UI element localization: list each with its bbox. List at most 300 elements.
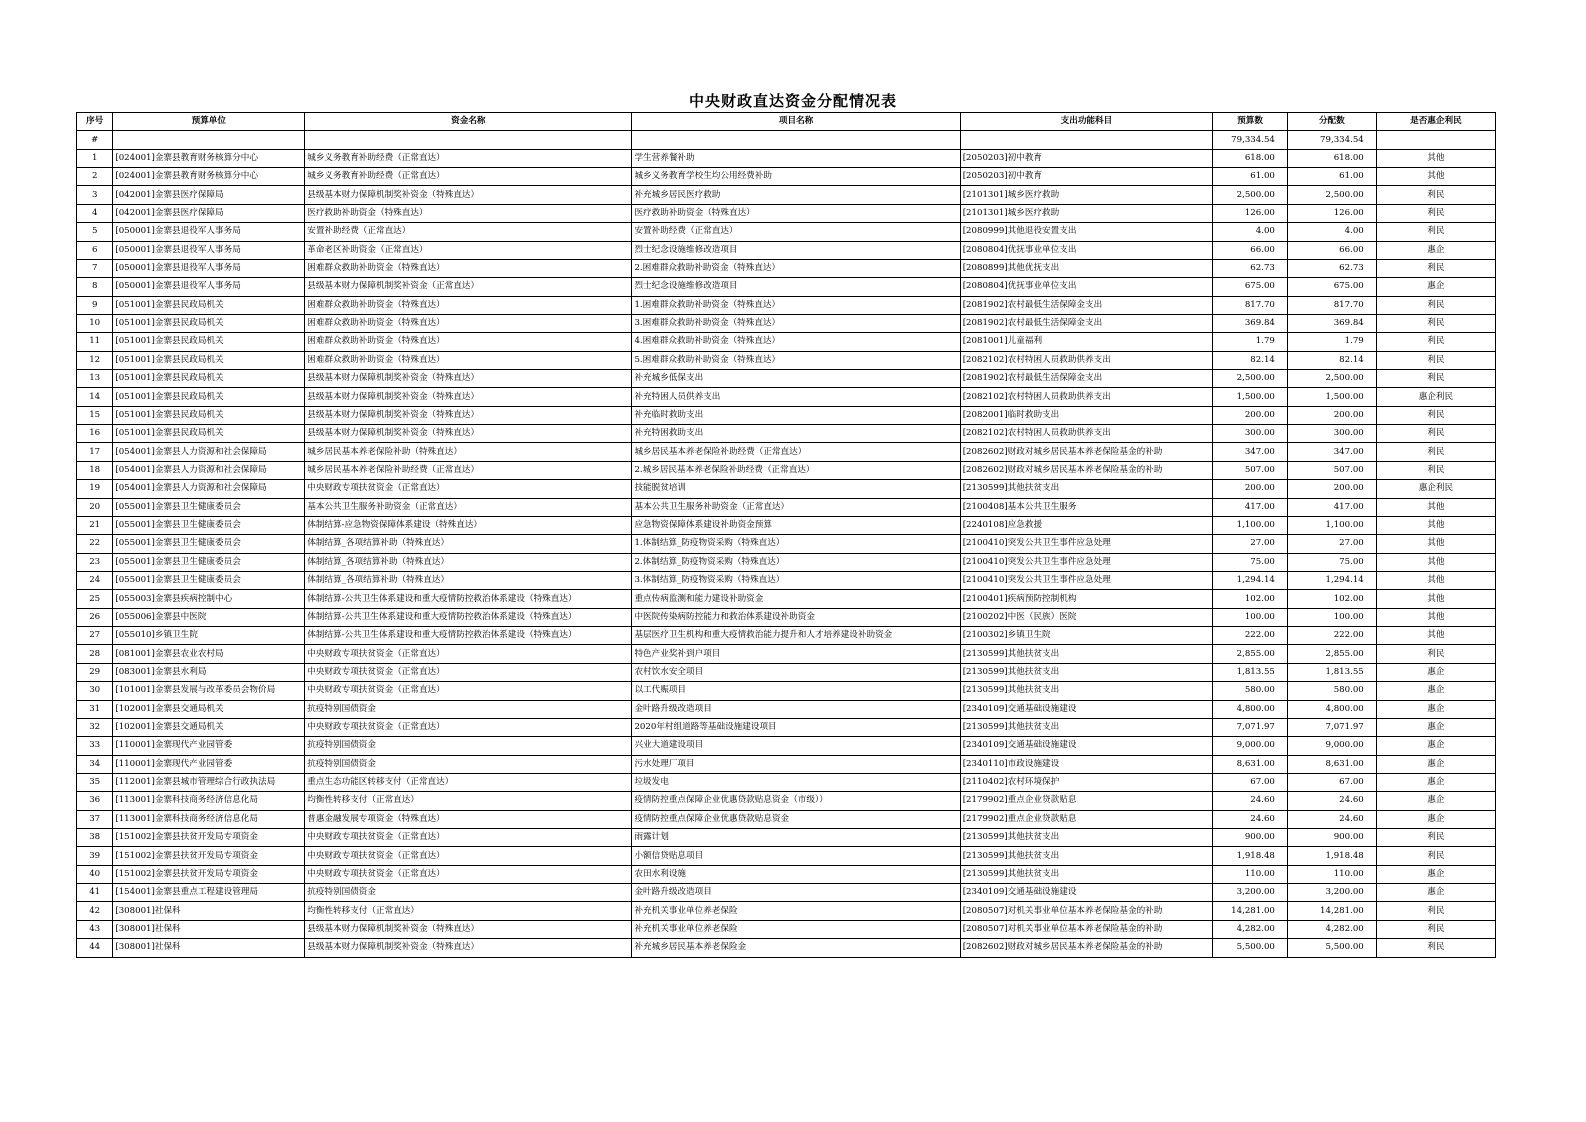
total-row [77, 131, 1496, 149]
cell-alloc: 1,294.14 [1287, 571, 1376, 589]
cell-budget: 1,500.00 [1213, 388, 1288, 406]
cell-project: 补充城乡居民基本养老保险金 [632, 939, 960, 957]
table-row [77, 259, 1496, 277]
cell-flag: 惠企 [1376, 700, 1495, 718]
cell-project: 2020年村组道路等基础设施建设项目 [632, 718, 960, 736]
cell-seq: 22 [77, 535, 113, 553]
table-row [77, 553, 1496, 571]
cell-project: 小额信贷贴息项目 [632, 847, 960, 865]
cell-budget: 8,631.00 [1213, 755, 1288, 773]
cell-seq: 1 [77, 149, 113, 167]
cell-project: 金叶路升级改造项目 [632, 700, 960, 718]
cell-subject: [2080804]优抚事业单位支出 [960, 278, 1212, 296]
cell-alloc: 1,500.00 [1287, 388, 1376, 406]
cell-flag: 其他 [1376, 608, 1495, 626]
cell-seq: 27 [77, 627, 113, 645]
cell-project: 特色产业奖补到户项目 [632, 645, 960, 663]
cell-alloc: 507.00 [1287, 461, 1376, 479]
cell-fund: 县级基本财力保障机制奖补资金（特殊直达） [305, 186, 632, 204]
cell-seq: 18 [77, 461, 113, 479]
table-row [77, 204, 1496, 222]
cell-alloc: 1,813.55 [1287, 663, 1376, 681]
cell-seq: 15 [77, 406, 113, 424]
cell-budget: 817.70 [1213, 296, 1288, 314]
cell-project: 农田水利设施 [632, 865, 960, 883]
cell-flag: 利民 [1376, 186, 1495, 204]
cell-subject: [2080507]对机关事业单位基本养老保险基金的补助 [960, 902, 1212, 920]
cell-subject: [2101301]城乡医疗救助 [960, 186, 1212, 204]
cell-subject: [2130599]其他扶贫支出 [960, 480, 1212, 498]
cell-flag: 惠企 [1376, 865, 1495, 883]
cell-alloc: 817.70 [1287, 296, 1376, 314]
cell-seq: 39 [77, 847, 113, 865]
total-alloc: 79,334.54 [1287, 131, 1376, 149]
cell-unit: [050001]金寨县退役军人事务局 [113, 259, 305, 277]
cell-subject: [2082602]财政对城乡居民基本养老保险基金的补助 [960, 461, 1212, 479]
cell-budget: 222.00 [1213, 627, 1288, 645]
cell-seq: 23 [77, 553, 113, 571]
table-row [77, 737, 1496, 755]
cell-fund: 体制结算-公共卫生体系建设和重大疫情防控救治体系建设（特殊直达） [305, 590, 632, 608]
col-header-alloc: 分配数 [1287, 113, 1376, 131]
cell-flag: 其他 [1376, 571, 1495, 589]
cell-project: 2.困难群众救助补助资金（特殊直达） [632, 259, 960, 277]
cell-unit: [051001]金寨县民政局机关 [113, 425, 305, 443]
cell-unit: [051001]金寨县民政局机关 [113, 314, 305, 332]
cell-alloc: 82.14 [1287, 351, 1376, 369]
cell-fund: 县级基本财力保障机制奖补资金（特殊直达） [305, 370, 632, 388]
cell-fund: 困难群众救助补助资金（特殊直达） [305, 333, 632, 351]
cell-unit: [083001]金寨县水利局 [113, 663, 305, 681]
cell-subject: [2240108]应急救援 [960, 516, 1212, 534]
cell-seq: 25 [77, 590, 113, 608]
cell-subject: [2340110]市政设施建设 [960, 755, 1212, 773]
cell-project: 兴业大道建设项目 [632, 737, 960, 755]
cell-flag: 利民 [1376, 829, 1495, 847]
cell-project: 补充机关事业单位养老保险 [632, 902, 960, 920]
cell-subject: [2082602]财政对城乡居民基本养老保险基金的补助 [960, 939, 1212, 957]
cell-subject: [2100410]突发公共卫生事件应急处理 [960, 553, 1212, 571]
cell-subject: [2100401]疾病预防控制机构 [960, 590, 1212, 608]
cell-budget: 27.00 [1213, 535, 1288, 553]
cell-budget: 417.00 [1213, 498, 1288, 516]
cell-flag: 其他 [1376, 149, 1495, 167]
cell-unit: [050001]金寨县退役军人事务局 [113, 223, 305, 241]
cell-subject: [2100410]突发公共卫生事件应急处理 [960, 535, 1212, 553]
cell-fund: 抗疫特别国债资金 [305, 737, 632, 755]
cell-unit: [054001]金寨县人力资源和社会保障局 [113, 480, 305, 498]
cell-seq: 38 [77, 829, 113, 847]
table-row [77, 571, 1496, 589]
cell-fund: 县级基本财力保障机制奖补资金（特殊直达） [305, 939, 632, 957]
cell-project: 补充特困人员供养支出 [632, 388, 960, 406]
cell-flag: 利民 [1376, 461, 1495, 479]
cell-seq: 17 [77, 443, 113, 461]
cell-project: 5.困难群众救助补助资金（特殊直达） [632, 351, 960, 369]
cell-flag: 利民 [1376, 223, 1495, 241]
cell-subject: [2130599]其他扶贫支出 [960, 718, 1212, 736]
cell-flag: 惠企利民 [1376, 388, 1495, 406]
cell-budget: 507.00 [1213, 461, 1288, 479]
cell-budget: 4.00 [1213, 223, 1288, 241]
table-row [77, 755, 1496, 773]
cell-alloc: 126.00 [1287, 204, 1376, 222]
cell-flag: 惠企 [1376, 663, 1495, 681]
table-row [77, 663, 1496, 681]
cell-flag: 惠企 [1376, 755, 1495, 773]
table-row [77, 149, 1496, 167]
cell-seq: 10 [77, 314, 113, 332]
cell-flag: 利民 [1376, 351, 1495, 369]
cell-flag: 利民 [1376, 204, 1495, 222]
cell-fund: 县级基本财力保障机制奖补资金（特殊直达） [305, 920, 632, 938]
cell-subject: [2081902]农村最低生活保障金支出 [960, 314, 1212, 332]
table-row [77, 884, 1496, 902]
table-row [77, 590, 1496, 608]
cell-unit: [051001]金寨县民政局机关 [113, 351, 305, 369]
table-row [77, 792, 1496, 810]
cell-seq: 9 [77, 296, 113, 314]
cell-fund: 困难群众救助补助资金（特殊直达） [305, 259, 632, 277]
cell-project: 烈士纪念设施维修改造项目 [632, 241, 960, 259]
cell-subject: [2130599]其他扶贫支出 [960, 682, 1212, 700]
cell-unit: [051001]金寨县民政局机关 [113, 296, 305, 314]
cell-fund: 中央财政专项扶贫资金（正常直达） [305, 829, 632, 847]
cell-fund: 革命老区补助资金（正常直达） [305, 241, 632, 259]
cell-seq: 33 [77, 737, 113, 755]
cell-unit: [024001]金寨县教育财务核算分中心 [113, 168, 305, 186]
table-row [77, 296, 1496, 314]
table-row [77, 443, 1496, 461]
cell-seq: 31 [77, 700, 113, 718]
table-row [77, 333, 1496, 351]
cell-fund: 县级基本财力保障机制奖补资金（特殊直达） [305, 388, 632, 406]
cell-project: 补充临时救助支出 [632, 406, 960, 424]
cell-flag: 利民 [1376, 259, 1495, 277]
cell-fund: 县级基本财力保障机制奖补资金（特殊直达） [305, 425, 632, 443]
cell-fund: 均衡性转移支付（正常直达） [305, 792, 632, 810]
table-row [77, 847, 1496, 865]
cell-unit: [151002]金寨县扶贫开发局专项资金 [113, 865, 305, 883]
cell-subject: [2179902]重点企业贷款贴息 [960, 810, 1212, 828]
cell-seq: 6 [77, 241, 113, 259]
cell-project: 3.困难群众救助补助资金（特殊直达） [632, 314, 960, 332]
cell-flag: 利民 [1376, 314, 1495, 332]
cell-fund: 均衡性转移支付（正常直达） [305, 902, 632, 920]
table-row [77, 516, 1496, 534]
col-header-seq: 序号 [77, 113, 113, 131]
cell-unit: [055010]乡镇卫生院 [113, 627, 305, 645]
cell-seq: 43 [77, 920, 113, 938]
cell-seq: 2 [77, 168, 113, 186]
cell-flag: 其他 [1376, 627, 1495, 645]
cell-project: 城乡居民基本养老保险补助经费（正常直达） [632, 443, 960, 461]
col-header-subject: 支出功能科目 [960, 113, 1212, 131]
cell-unit: [154001]金寨县重点工程建设管理局 [113, 884, 305, 902]
cell-budget: 900.00 [1213, 829, 1288, 847]
cell-budget: 1,813.55 [1213, 663, 1288, 681]
cell-fund: 县级基本财力保障机制奖补资金（特殊直达） [305, 406, 632, 424]
col-header-project: 项目名称 [632, 113, 960, 131]
cell-unit: [050001]金寨县退役军人事务局 [113, 241, 305, 259]
cell-unit: [151002]金寨县扶贫开发局专项资金 [113, 847, 305, 865]
table-row [77, 700, 1496, 718]
cell-flag: 其他 [1376, 535, 1495, 553]
cell-alloc: 9,000.00 [1287, 737, 1376, 755]
cell-flag: 惠企 [1376, 810, 1495, 828]
cell-unit: [051001]金寨县民政局机关 [113, 333, 305, 351]
cell-project: 烈士纪念设施维修改造项目 [632, 278, 960, 296]
table-row [77, 920, 1496, 938]
cell-alloc: 27.00 [1287, 535, 1376, 553]
cell-seq: 3 [77, 186, 113, 204]
cell-fund: 中央财政专项扶贫资金（正常直达） [305, 663, 632, 681]
cell-budget: 102.00 [1213, 590, 1288, 608]
cell-seq: 37 [77, 810, 113, 828]
total-project [632, 131, 960, 149]
cell-flag: 利民 [1376, 443, 1495, 461]
cell-flag: 其他 [1376, 516, 1495, 534]
cell-project: 技能脱贫培训 [632, 480, 960, 498]
cell-flag: 其他 [1376, 590, 1495, 608]
cell-seq: 34 [77, 755, 113, 773]
cell-fund: 中央财政专项扶贫资金（正常直达） [305, 865, 632, 883]
cell-alloc: 2,500.00 [1287, 186, 1376, 204]
cell-alloc: 347.00 [1287, 443, 1376, 461]
cell-alloc: 2,500.00 [1287, 370, 1376, 388]
cell-budget: 200.00 [1213, 406, 1288, 424]
cell-unit: [054001]金寨县人力资源和社会保障局 [113, 461, 305, 479]
cell-project: 基本公共卫生服务补助资金（正常直达） [632, 498, 960, 516]
cell-fund: 体制结算-公共卫生体系建设和重大疫情防控救治体系建设（特殊直达） [305, 608, 632, 626]
cell-unit: [110001]金寨现代产业园管委 [113, 755, 305, 773]
cell-budget: 100.00 [1213, 608, 1288, 626]
cell-budget: 7,071.97 [1213, 718, 1288, 736]
table-row [77, 388, 1496, 406]
cell-unit: [113001]金寨科技商务经济信息化局 [113, 810, 305, 828]
cell-alloc: 222.00 [1287, 627, 1376, 645]
cell-unit: [308001]社保科 [113, 939, 305, 957]
cell-project: 疫情防控重点保障企业优惠贷款贴息资金（市级）） [632, 792, 960, 810]
cell-seq: 14 [77, 388, 113, 406]
cell-project: 疫情防控重点保障企业优惠贷款贴息资金 [632, 810, 960, 828]
cell-budget: 200.00 [1213, 480, 1288, 498]
cell-alloc: 580.00 [1287, 682, 1376, 700]
cell-budget: 2,500.00 [1213, 370, 1288, 388]
cell-alloc: 4,800.00 [1287, 700, 1376, 718]
cell-seq: 42 [77, 902, 113, 920]
cell-subject: [2340109]交通基础设施建设 [960, 737, 1212, 755]
cell-alloc: 1,100.00 [1287, 516, 1376, 534]
cell-subject: [2082102]农村特困人员救助供养支出 [960, 425, 1212, 443]
cell-unit: [050001]金寨县退役军人事务局 [113, 278, 305, 296]
cell-project: 城乡义务教育学校生均公用经费补助 [632, 168, 960, 186]
cell-seq: 4 [77, 204, 113, 222]
cell-budget: 61.00 [1213, 168, 1288, 186]
page-title: 中央财政直达资金分配情况表 [688, 92, 897, 110]
cell-budget: 4,282.00 [1213, 920, 1288, 938]
cell-budget: 347.00 [1213, 443, 1288, 461]
cell-budget: 2,855.00 [1213, 645, 1288, 663]
cell-subject: [2082602]财政对城乡居民基本养老保险基金的补助 [960, 443, 1212, 461]
cell-unit: [042001]金寨县医疗保障局 [113, 186, 305, 204]
table-row [77, 645, 1496, 663]
cell-project: 以工代赈项目 [632, 682, 960, 700]
cell-unit: [113001]金寨科技商务经济信息化局 [113, 792, 305, 810]
cell-project: 3.体制结算_防疫物资采购（特殊直达） [632, 571, 960, 589]
cell-alloc: 66.00 [1287, 241, 1376, 259]
cell-flag: 其他 [1376, 553, 1495, 571]
col-header-budget: 预算数 [1213, 113, 1288, 131]
cell-unit: [308001]社保科 [113, 902, 305, 920]
cell-fund: 中央财政专项扶贫资金（正常直达） [305, 718, 632, 736]
cell-unit: [112001]金寨县城市管理综合行政执法局 [113, 773, 305, 791]
cell-alloc: 300.00 [1287, 425, 1376, 443]
cell-unit: [110001]金寨现代产业园管委 [113, 737, 305, 755]
cell-alloc: 1.79 [1287, 333, 1376, 351]
cell-alloc: 2,855.00 [1287, 645, 1376, 663]
cell-subject: [2050203]初中教育 [960, 149, 1212, 167]
cell-project: 雨露计划 [632, 829, 960, 847]
cell-unit: [051001]金寨县民政局机关 [113, 388, 305, 406]
cell-fund: 抗疫特别国债资金 [305, 700, 632, 718]
table-row [77, 902, 1496, 920]
cell-flag: 利民 [1376, 370, 1495, 388]
cell-unit: [101001]金寨县发展与改革委员会物价局 [113, 682, 305, 700]
cell-alloc: 5,500.00 [1287, 939, 1376, 957]
cell-unit: [308001]社保科 [113, 920, 305, 938]
cell-alloc: 1,918.48 [1287, 847, 1376, 865]
cell-seq: 35 [77, 773, 113, 791]
cell-seq: 24 [77, 571, 113, 589]
cell-project: 污水处理厂项目 [632, 755, 960, 773]
cell-seq: 5 [77, 223, 113, 241]
cell-alloc: 200.00 [1287, 406, 1376, 424]
cell-flag: 利民 [1376, 333, 1495, 351]
cell-subject: [2130599]其他扶贫支出 [960, 865, 1212, 883]
cell-project: 安置补助经费（正常直达） [632, 223, 960, 241]
table-row [77, 241, 1496, 259]
table-row [77, 773, 1496, 791]
cell-alloc: 200.00 [1287, 480, 1376, 498]
cell-flag: 惠企 [1376, 278, 1495, 296]
cell-subject: [2080999]其他退役安置支出 [960, 223, 1212, 241]
cell-budget: 24.60 [1213, 792, 1288, 810]
cell-alloc: 102.00 [1287, 590, 1376, 608]
cell-project: 补充机关事业单位养老保险 [632, 920, 960, 938]
cell-fund: 中央财政专项扶贫资金（正常直达） [305, 645, 632, 663]
cell-alloc: 24.60 [1287, 792, 1376, 810]
cell-alloc: 14,281.00 [1287, 902, 1376, 920]
cell-budget: 2,500.00 [1213, 186, 1288, 204]
cell-flag: 利民 [1376, 902, 1495, 920]
cell-budget: 126.00 [1213, 204, 1288, 222]
table-row [77, 865, 1496, 883]
table-row [77, 314, 1496, 332]
cell-fund: 城乡居民基本养老保险补助经费（正常直达） [305, 461, 632, 479]
table-row [77, 278, 1496, 296]
cell-flag: 利民 [1376, 406, 1495, 424]
cell-unit: [054001]金寨县人力资源和社会保障局 [113, 443, 305, 461]
cell-seq: 28 [77, 645, 113, 663]
cell-unit: [055006]金寨县中医院 [113, 608, 305, 626]
cell-alloc: 62.73 [1287, 259, 1376, 277]
cell-alloc: 67.00 [1287, 773, 1376, 791]
cell-project: 补充特困救助支出 [632, 425, 960, 443]
table-row [77, 406, 1496, 424]
cell-flag: 利民 [1376, 296, 1495, 314]
col-header-fund: 资金名称 [305, 113, 632, 131]
cell-flag: 惠企 [1376, 737, 1495, 755]
cell-project: 2.城乡居民基本养老保险补助经费（正常直达） [632, 461, 960, 479]
cell-fund: 中央财政专项扶贫资金（正常直达） [305, 847, 632, 865]
table-row [77, 480, 1496, 498]
cell-flag: 惠企 [1376, 792, 1495, 810]
col-header-unit: 预算单位 [113, 113, 305, 131]
cell-budget: 3,200.00 [1213, 884, 1288, 902]
cell-fund: 基本公共卫生服务补助资金（正常直达） [305, 498, 632, 516]
cell-project: 基层医疗卫生机构和重大疫情救治能力提升和人才培养建设补助资金 [632, 627, 960, 645]
cell-unit: [055001]金寨县卫生健康委员会 [113, 571, 305, 589]
cell-flag: 利民 [1376, 920, 1495, 938]
table-row [77, 627, 1496, 645]
cell-budget: 5,500.00 [1213, 939, 1288, 957]
cell-seq: 44 [77, 939, 113, 957]
cell-seq: 7 [77, 259, 113, 277]
cell-flag: 惠企 [1376, 718, 1495, 736]
cell-alloc: 3,200.00 [1287, 884, 1376, 902]
cell-seq: 20 [77, 498, 113, 516]
cell-project: 1.困难群众救助补助资金（特殊直达） [632, 296, 960, 314]
cell-flag: 惠企 [1376, 682, 1495, 700]
table-row [77, 498, 1496, 516]
cell-alloc: 4.00 [1287, 223, 1376, 241]
cell-budget: 110.00 [1213, 865, 1288, 883]
cell-flag: 惠企利民 [1376, 480, 1495, 498]
cell-unit: [055001]金寨县卫生健康委员会 [113, 498, 305, 516]
cell-fund: 县级基本财力保障机制奖补资金（正常直达） [305, 278, 632, 296]
cell-budget: 675.00 [1213, 278, 1288, 296]
cell-flag: 利民 [1376, 645, 1495, 663]
cell-unit: [055001]金寨县卫生健康委员会 [113, 535, 305, 553]
cell-fund: 中央财政专项扶贫资金（正常直达） [305, 480, 632, 498]
cell-unit: [102001]金寨县交通局机关 [113, 718, 305, 736]
cell-project: 垃圾发电 [632, 773, 960, 791]
cell-unit: [081001]金寨县农业农村局 [113, 645, 305, 663]
cell-project: 金叶路升级改造项目 [632, 884, 960, 902]
cell-project: 2.体制结算_防疫物资采购（特殊直达） [632, 553, 960, 571]
cell-budget: 1,918.48 [1213, 847, 1288, 865]
cell-seq: 19 [77, 480, 113, 498]
cell-subject: [2179902]重点企业贷款贴息 [960, 792, 1212, 810]
cell-subject: [2100302]乡镇卫生院 [960, 627, 1212, 645]
table-row [77, 425, 1496, 443]
cell-alloc: 417.00 [1287, 498, 1376, 516]
cell-unit: [055001]金寨县卫生健康委员会 [113, 553, 305, 571]
total-fund [305, 131, 632, 149]
cell-subject: [2081001]儿童福利 [960, 333, 1212, 351]
cell-fund: 城乡居民基本养老保险补助（特殊直达） [305, 443, 632, 461]
cell-alloc: 61.00 [1287, 168, 1376, 186]
cell-fund: 困难群众救助补助资金（特殊直达） [305, 314, 632, 332]
cell-fund: 抗疫特别国债资金 [305, 884, 632, 902]
cell-budget: 369.84 [1213, 314, 1288, 332]
cell-project: 4.困难群众救助补助资金（特殊直达） [632, 333, 960, 351]
cell-subject: [2100202]中医（民族）医院 [960, 608, 1212, 626]
cell-flag: 其他 [1376, 168, 1495, 186]
cell-unit: [102001]金寨县交通局机关 [113, 700, 305, 718]
cell-seq: 11 [77, 333, 113, 351]
